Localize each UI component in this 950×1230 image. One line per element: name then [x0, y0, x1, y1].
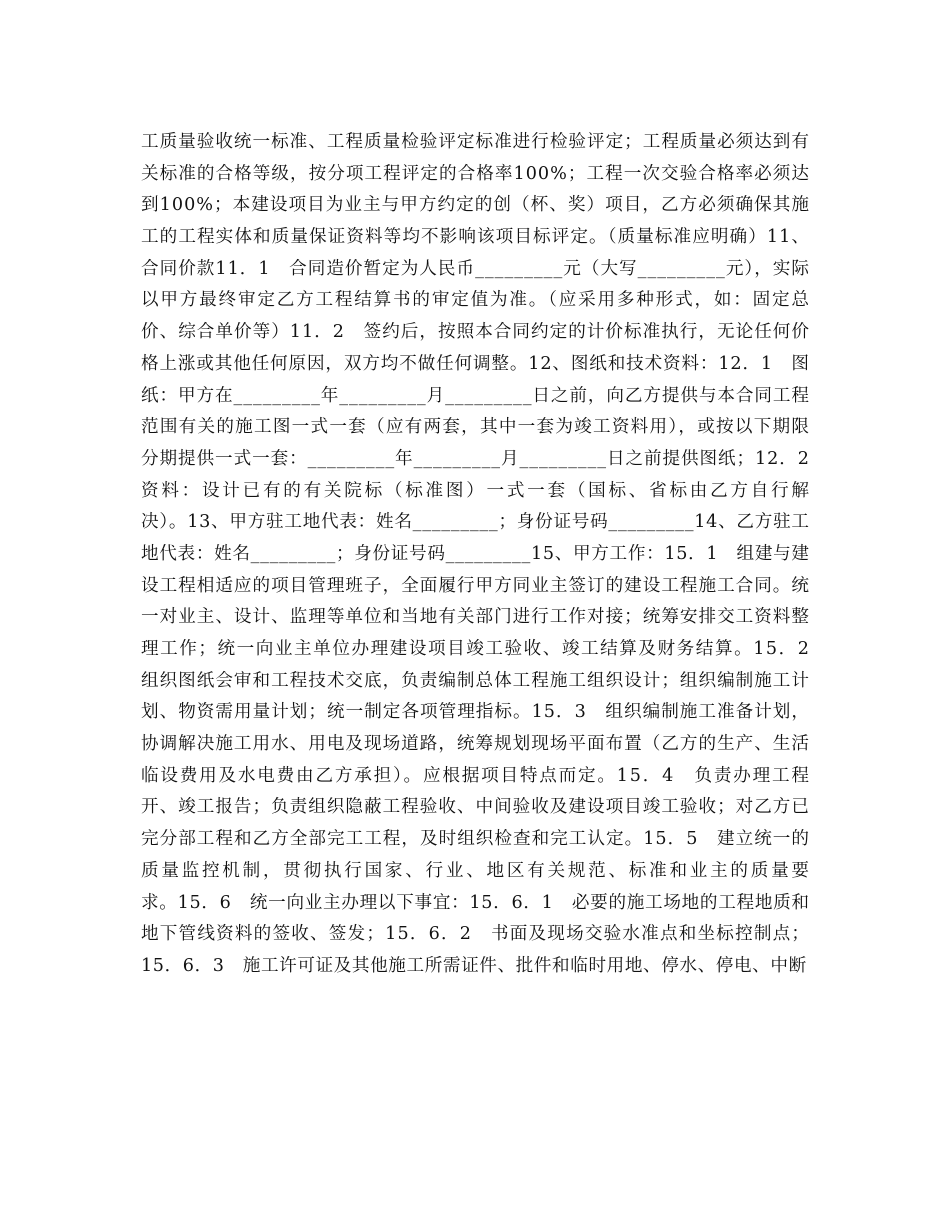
- text-line: 一对业主、设计、监理等单位和当地有关部门进行工作对接；统筹安排交工资料整: [141, 607, 810, 628]
- text-line: 开、竣工报告；负责组织隐蔽工程验收、中间验收及建设项目竣工验收；对乙方已: [141, 797, 810, 818]
- text-line: 地下管线资料的签收、签发；15．6．2 书面及现场交验水准点和坐标控制点；: [141, 924, 811, 945]
- text-line: 完分部工程和乙方全部完工工程，及时组织检查和完工认定。15．5 建立统一的: [141, 829, 810, 850]
- text-line: 协调解决施工用水、用电及现场道路，统筹规划现场平面布置（乙方的生产、生活: [141, 734, 810, 755]
- text-line: 划、物资需用量计划；统一制定各项管理指标。15．3 组织编制施工准备计划，: [141, 702, 810, 723]
- text-line: 分期提供一式一套：_________年_________月_________日之前提供图纸；12．2: [141, 448, 810, 469]
- text-line: 资料：设计已有的有关院标（标准图）一式一套（国标、省标由乙方自行解: [141, 480, 812, 501]
- text-line: 格上涨或其他任何原因，双方均不做任何调整。12、图纸和技术资料：12．1 图: [141, 353, 810, 374]
- text-line: 纸：甲方在_________年_________月_________日之前，向乙方提供与本合同工程: [141, 385, 810, 406]
- text-line: 组织图纸会审和工程技术交底，负责编制总体工程施工组织设计；组织编制施工计: [141, 670, 810, 691]
- text-line: 合同价款11．1 合同造价暂定为人民币_________元（大写_________元），实际: [141, 258, 810, 279]
- text-line: 工质量验收统一标准、工程质量检验评定标准进行检验评定；工程质量必须达到有: [141, 132, 810, 152]
- text-line: 临设费用及水电费由乙方承担）。应根据项目特点而定。15．4 负责办理工程: [141, 765, 811, 786]
- text-line: 以甲方最终审定乙方工程结算书的审定值为准。（应采用多种形式，如：固定总: [141, 290, 811, 311]
- text-line: 到100%；本建设项目为业主与甲方约定的创（杯、奖）项目，乙方必须确保其施: [141, 195, 811, 216]
- text-line: 工的工程实体和质量保证资料等均不影响该项目标评定。（质量标准应明确）11、: [141, 227, 811, 248]
- text-line: 理工作；统一向业主单位办理建设项目竣工验收、竣工结算及财务结算。15．2: [141, 639, 811, 659]
- text-line: 设工程相适应的项目管理班子，全面履行甲方同业主签订的建设工程施工合同。统: [141, 575, 810, 596]
- text-line: 求。15．6 统一向业主办理以下事宜：15．6．1 必要的施工场地的工程地质和: [141, 892, 810, 913]
- text-line: 质量监控机制，贯彻执行国家、行业、地区有关规范、标准和业主的质量要: [141, 860, 812, 881]
- text-line: 关标准的合格等级，按分项工程评定的合格率100%；工程一次交验合格率必须达: [141, 163, 811, 184]
- text-line: 价、综合单价等）11．2 签约后，按照本合同约定的计价标准执行，无论任何价: [141, 322, 810, 343]
- text-line: 地代表：姓名_________；身份证号码_________15、甲方工作：15．1 组建与建: [141, 543, 810, 564]
- text-line: 决）。13、甲方驻工地代表：姓名_________；身份证号码_________14、乙方驻工: [141, 512, 810, 533]
- contract-body-text: [141, 127, 812, 983]
- text-line: 范围有关的施工图一式一套（应有两套，其中一套为竣工资料用），或按以下期限: [141, 417, 811, 438]
- text-line: 15．6．3 施工许可证及其他施工所需证件、批件和临时用地、停水、停电、中断: [141, 955, 807, 976]
